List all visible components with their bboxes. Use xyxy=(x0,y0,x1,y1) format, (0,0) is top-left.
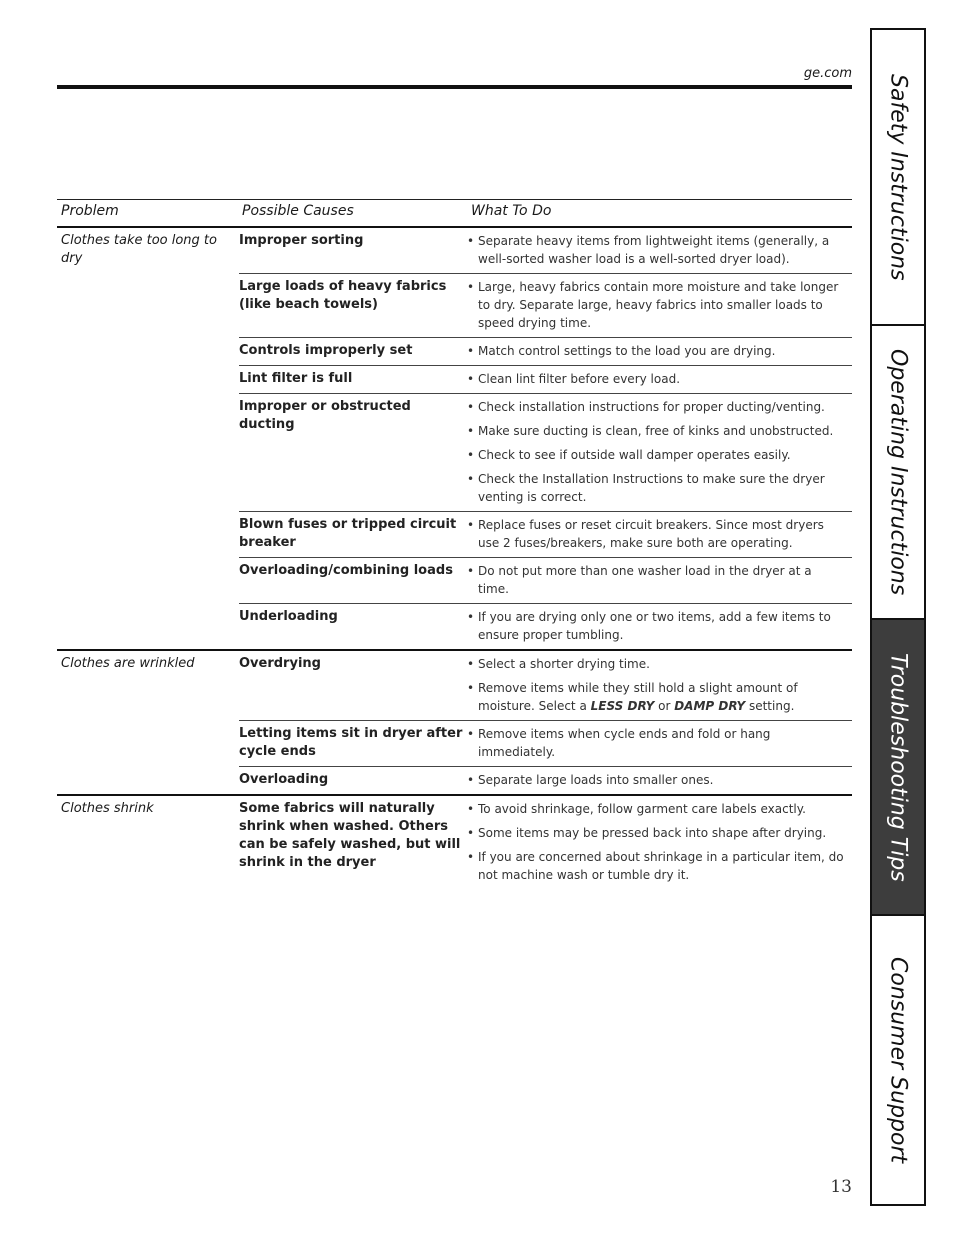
problem-label: Clothes take too long to dry xyxy=(61,233,217,266)
cause: Controls improperly set xyxy=(239,343,413,358)
table-row xyxy=(239,766,852,794)
problem-label: Clothes are wrinkled xyxy=(61,656,195,671)
remedy: • Match control settings to the load you are drying. xyxy=(467,342,846,360)
setting-name: LESS DRY xyxy=(590,699,655,713)
cause: Letting items sit in dryer after cycle ends xyxy=(239,726,463,759)
cause: Blown fuses or tripped circuit breaker xyxy=(239,517,457,550)
cause: Lint filter is full xyxy=(239,371,353,386)
problem-group xyxy=(57,651,852,796)
tab-label: Troubleshooting Tips xyxy=(885,652,911,882)
remedy: • Select a shorter drying time. xyxy=(467,655,846,673)
cause: Improper sorting xyxy=(239,233,364,248)
tab-consumer-support[interactable] xyxy=(872,916,924,1204)
table-header xyxy=(57,199,852,228)
problem-label: Clothes shrink xyxy=(61,801,154,816)
section-tabs xyxy=(870,28,926,1206)
table-row xyxy=(239,603,852,649)
cause: Some fabrics will naturally shrink when washed. Others can be safely washed, but will shrink in the dryer xyxy=(239,801,461,870)
remedy: • If you are drying only one or two items, add a few items to ensure proper tumbling. xyxy=(467,608,846,644)
remedy: • Make sure ducting is clean, free of kinks and unobstructed. xyxy=(467,422,846,440)
tab-safety-instructions[interactable] xyxy=(872,30,924,326)
header-causes: Possible Causes xyxy=(242,203,354,219)
table-row xyxy=(239,393,852,511)
remedy: • Remove items when cycle ends and fold or hang immediately. xyxy=(467,725,846,761)
tab-label: Safety Instructions xyxy=(885,73,911,281)
remedy: • Replace fuses or reset circuit breakers. Since most dryers use 2 fuses/breakers, make sure both are operating. xyxy=(467,516,846,552)
remedy: • Do not put more than one washer load in the dryer at a time. xyxy=(467,562,846,598)
header-rule xyxy=(57,85,852,89)
table-row xyxy=(239,796,852,889)
remedy: • Check the Installation Instructions to make sure the dryer venting is correct. xyxy=(467,470,846,506)
problem-group xyxy=(57,228,852,651)
cause: Overdrying xyxy=(239,656,321,671)
remedy: • If you are concerned about shrinkage in a particular item, do not machine wash or tumble dry it. xyxy=(467,848,846,884)
tab-troubleshooting-tips[interactable] xyxy=(872,620,924,916)
remedy-text: Remove items while they still hold a slight amount of moisture. Select a xyxy=(478,681,798,713)
cause: Large loads of heavy fabrics (like beach towels) xyxy=(239,279,447,312)
remedy: • Check installation instructions for proper ducting/venting. xyxy=(467,398,846,416)
page-number: 13 xyxy=(830,1177,852,1197)
cause: Overloading/combining loads xyxy=(239,563,453,578)
header-problem: Problem xyxy=(61,203,119,219)
remedy xyxy=(467,679,846,715)
remedy: • Some items may be pressed back into shape after drying. xyxy=(467,824,846,842)
remedy: • Check to see if outside wall damper operates easily. xyxy=(467,446,846,464)
table-row xyxy=(239,365,852,393)
table-row xyxy=(239,651,852,720)
remedy-text: or xyxy=(654,699,675,713)
setting-name: DAMP DRY xyxy=(674,699,746,713)
cause: Improper or obstructed ducting xyxy=(239,399,411,432)
table-row xyxy=(239,228,852,273)
header-todo: What To Do xyxy=(471,203,552,219)
cause: Underloading xyxy=(239,609,338,624)
remedy: • Separate large loads into smaller ones. xyxy=(467,771,846,789)
tab-label: Consumer Support xyxy=(885,956,911,1164)
problem-group xyxy=(57,796,852,889)
tab-operating-instructions[interactable] xyxy=(872,326,924,620)
tab-label: Operating Instructions xyxy=(885,348,911,596)
remedy: • Large, heavy fabrics contain more moisture and take longer to dry. Separate large, heavy fabrics into smaller loads to speed drying time. xyxy=(467,278,846,332)
remedy: • Separate heavy items from lightweight items (generally, a well-sorted washer load is a well-sorted dryer load). xyxy=(467,232,846,268)
site-url: ge.com xyxy=(803,66,852,81)
table-row xyxy=(239,511,852,557)
table-row xyxy=(239,557,852,603)
remedy: • Clean lint filter before every load. xyxy=(467,370,846,388)
remedy: • To avoid shrinkage, follow garment care labels exactly. xyxy=(467,800,846,818)
table-row xyxy=(239,337,852,365)
remedy-text: setting. xyxy=(745,699,795,713)
troubleshooting-table xyxy=(57,199,852,889)
cause: Overloading xyxy=(239,772,329,787)
table-row xyxy=(239,273,852,337)
table-row xyxy=(239,720,852,766)
